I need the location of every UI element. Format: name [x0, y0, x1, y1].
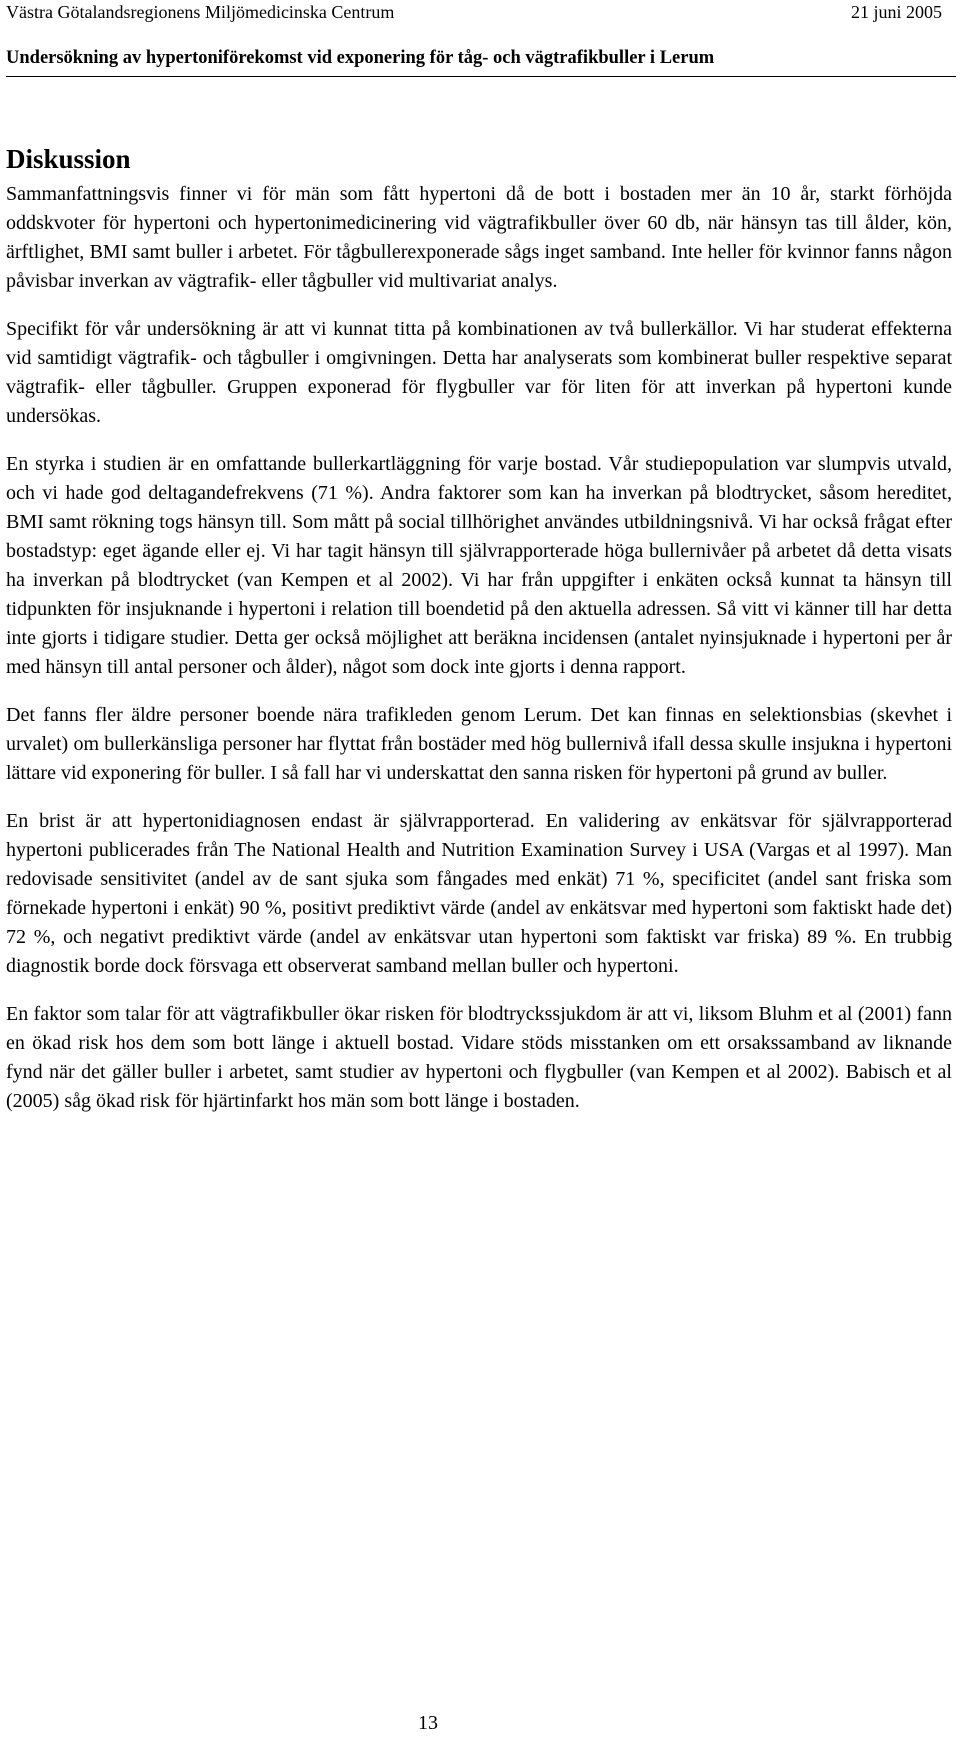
header-divider: [6, 76, 956, 77]
document-date: 21 juni 2005: [850, 2, 942, 22]
header-top-row: [6, 2, 946, 24]
organization-name: Västra Götalandsregionens Miljömedicinska Centrum: [6, 2, 395, 22]
paragraph-selection-bias: Det fanns fler äldre personer boende nära trafikleden genom Lerum. Det kan finnas en selektionsbias (skevhet i urvalet) om bullerkänsliga personer har flyttat från bostäder med hög bullernivå ifall dessa skulle insjukna i hypertoni lättare vid exponering för buller. I så fall har vi underskattat den sanna risken för hypertoni på grund av buller.: [6, 704, 952, 784]
paragraph-combined-noise: Specifikt för vår undersökning är att vi kunnat titta på kombinationen av två bullerkällor. Vi har studerat effekterna vid samtidigt vägtrafik- och tågbuller i omgivningen. Detta har analyserats som kombinerat buller respektive separat vägtrafik- eller tågbuller. Gruppen exponerad för flygbuller var för liten för att inverkan på hypertoni kunde undersökas.: [6, 318, 952, 427]
paragraph-summary: Sammanfattningsvis finner vi för män som fått hypertoni då de bott i bostaden mer än 10 år, starkt förhöjda oddskvoter för hypertoni och hypertonimedicinering vid vägtrafikbuller över 60 db, när hänsyn tas till ålder, kön, ärftlighet, BMI samt buller i arbetet. För tågbullerexponerade sågs inget samband. Inte heller för kvinnor fanns någon påvisbar inverkan av vägtrafik- eller tågbuller vid multivariat analys.: [6, 183, 952, 292]
paragraph-study-strengths: En styrka i studien är en omfattande bullerkartläggning för varje bostad. Vår studiepopulation var slumpvis utvald, och vi hade god deltagandefrekvens (71 %). Andra faktorer som kan ha inverkan på blodtrycket, såsom hereditet, BMI samt rökning togs hänsyn till. Som mått på social tillhörighet användes utbildningsnivå. Vi har också frågat efter bostadstyp: eget ägande eller ej. Vi har tagit hänsyn till självrapporterade höga bullernivåer på arbetet då detta visats ha inverkan på blodtrycket (van Kempen et al 2002). Vi har från uppgifter i enkäten också kunnat ta hänsyn till tidpunkten för insjuknande i hypertoni i relation till boendetid på den aktuella adressen. Så vitt vi känner till har detta inte gjorts i tidigare studier. Detta ger också möjlighet att beräkna incidensen (antalet nyinsjuknade i hypertoni per år med hänsyn till antal personer och ålder), något som dock inte gjorts i denna rapport.: [6, 453, 952, 678]
section-body: [6, 180, 952, 1116]
paragraph-causality: En faktor som talar för att vägtrafikbuller ökar risken för blodtryckssjukdom är att vi, liksom Bluhm et al (2001) fann en ökad risk hos dem som bott länge i aktuell bostad. Vidare stöds misstanken om ett orsakssamband av liknande fynd när det gäller buller i arbetet, samt studier av hypertoni och flygbuller (van Kempen et al 2002). Babisch et al (2005) såg ökad risk för hjärtinfarkt hos män som bott länge i bostaden.: [6, 1003, 952, 1112]
section-heading: Diskussion: [6, 144, 131, 174]
paragraph-self-reported-diagnosis: En brist är att hypertonidiagnosen endast är självrapporterad. En validering av enkätsvar för självrapporterad hypertoni publicerades från The National Health and Nutrition Examination Survey i USA (Vargas et al 1997). Man redovisade sensitivitet (andel av de sant sjuka som fångades med enkät) 71 %, specificitet (andel sant friska som förnekade hypertoni i enkät) 90 %, positivt prediktivt värde (andel av enkätsvar med hypertoni som faktiskt hade det) 72 %, och negativt prediktivt värde (andel av enkätsvar utan hypertoni som faktiskt var friska) 89 %. En trubbig diagnostik borde dock försvaga ett observerat samband mellan buller och hypertoni.: [6, 810, 952, 977]
page-number: 13: [418, 1712, 438, 1734]
report-title: Undersökning av hypertoniförekomst vid exponering för tåg- och vägtrafikbuller i Lerum: [6, 48, 715, 68]
